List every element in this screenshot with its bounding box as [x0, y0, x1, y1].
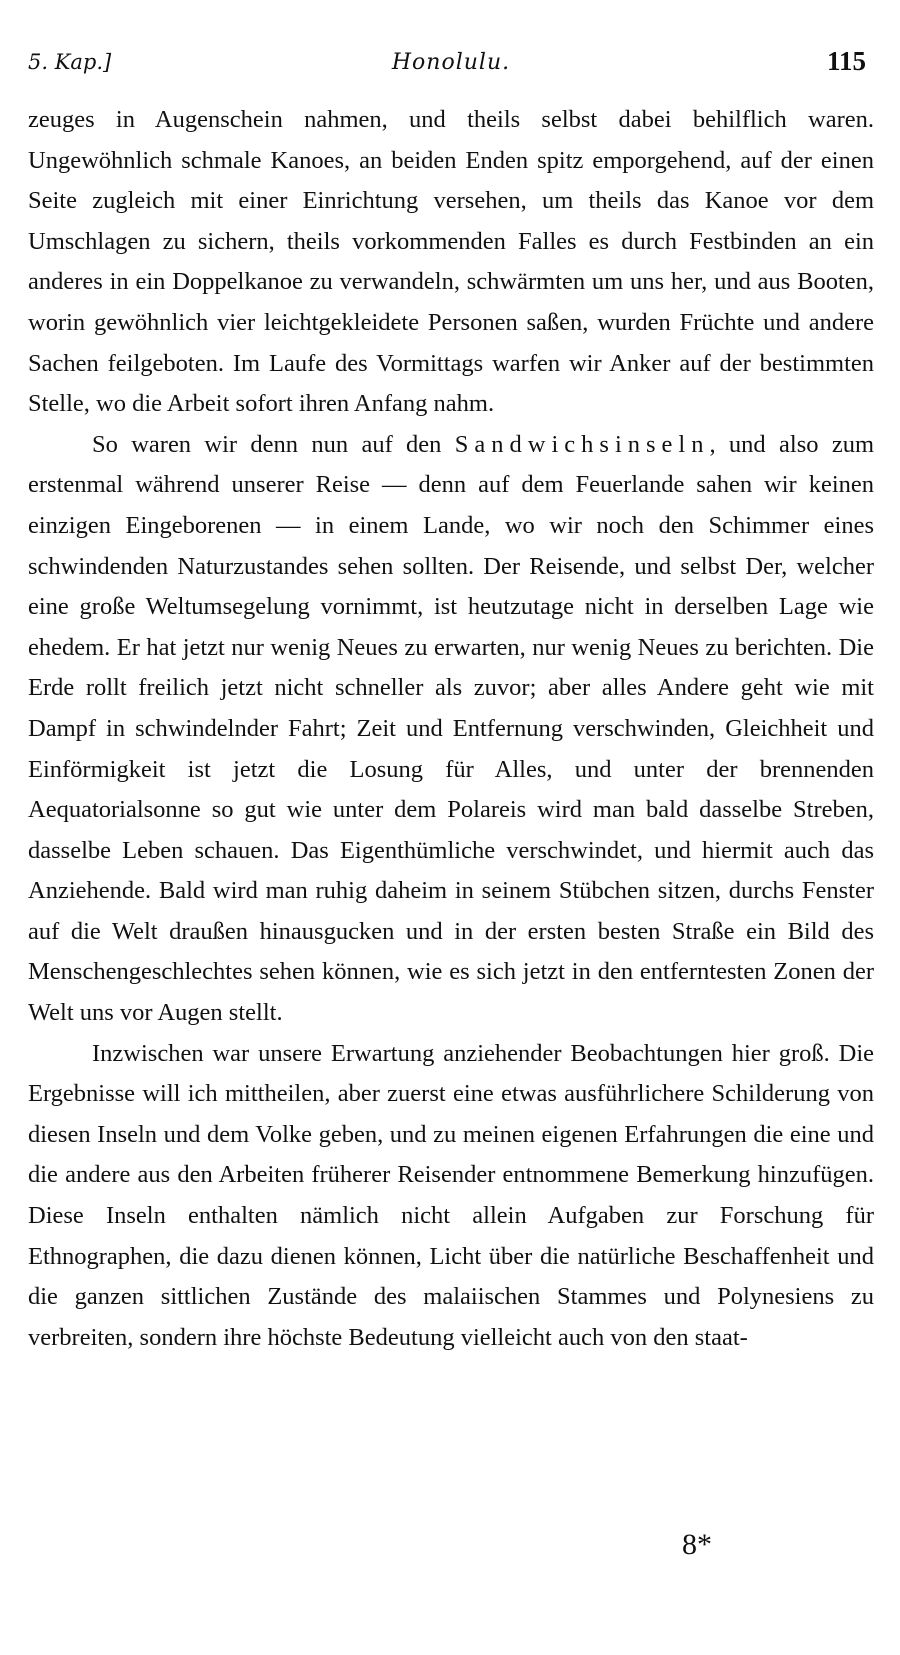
- paragraph-text: Inzwischen war unsere Erwartung anziehender Beobachtungen hier groß. Die Ergebnisse will ich mittheilen, aber zuerst eine etwas ausführlichere Schilderung von diesen Inseln und dem Volke geben, und zu meinen eigenen Erfahrungen die eine und die andere aus den Arbeiten früherer Reisender entnommene Bemerkung hinzufügen. Diese Inseln enthalten nämlich nicht allein Aufgaben zur Forschung für Ethnographen, die dazu dienen können, Licht über die natürliche Beschaffenheit und die ganzen sittlichen Zustände des malaiischen Stammes und Polynesiens zu verbreiten, sondern ihre höchste Bedeutung vielleicht auch von den staat-: [28, 1039, 874, 1351]
- body-text: [28, 100, 874, 1358]
- page-number: 115: [826, 46, 866, 76]
- paragraph-2: [28, 425, 874, 1034]
- signature-mark: 8*: [682, 1528, 712, 1561]
- running-header: [28, 40, 874, 86]
- paragraph-1: [28, 100, 874, 425]
- paragraph-text: , und also zum erstenmal während unserer Reise — denn auf dem Feuerlande sahen wir keinen einzigen Eingeborenen — in einem Lande, wo wir noch den Schimmer eines schwindenden Naturzustandes sehen sollten. Der Reisende, und selbst Der, welcher eine große Weltumsegelung vornimmt, ist heutzutage nicht in derselben Lage wie ehedem. Er hat jetzt nur wenig Neues zu erwarten, nur wenig Neues zu berichten. Die Erde rollt freilich jetzt nicht schneller als zuvor; aber alles Andere geht wie mit Dampf in schwindelnder Fahrt; Zeit und Entfernung verschwinden, Gleichheit und Einförmigkeit ist jetzt die Losung für Alles, und unter der brennenden Aequatorialsonne so gut wie unter dem Polareis wird man bald dasselbe Streben, dasselbe Leben schauen. Das Eigenthümliche verschwindet, und hiermit auch das Anziehende. Bald wird man ruhig daheim in seinem Stübchen sitzen, durchs Fenster auf die Welt draußen hinausgucken und in der ersten besten Straße ein Bild des Menschengeschlechtes sehen können, wie es sich jetzt in den entferntesten Zonen der Welt uns vor Augen stellt.: [28, 430, 874, 1027]
- emphasized-term: Sandwichsinseln: [454, 430, 710, 458]
- book-page: [28, 40, 874, 1358]
- running-title: Honolulu.: [391, 50, 511, 75]
- chapter-label: 5. Kap.]: [28, 50, 112, 74]
- paragraph-text: zeuges in Augenschein nahmen, und theils selbst dabei behilflich waren. Ungewöhnlich schmale Kanoes, an beiden Enden spitz emporgehend, auf der einen Seite zugleich mit einer Einrichtung versehen, um theils das Kanoe vor dem Umschlagen zu sichern, theils vorkommenden Falles es durch Festbinden an ein anderes in ein Doppelkanoe zu verwandeln, schwärmten um uns her, und aus Booten, worin gewöhnlich vier leichtgekleidete Personen saßen, wurden Früchte und andere Sachen feilgeboten. Im Laufe des Vormittags warfen wir Anker auf der bestimmten Stelle, wo die Arbeit sofort ihren Anfang nahm.: [28, 106, 874, 418]
- paragraph-text: So waren wir denn nun auf den: [92, 430, 455, 458]
- paragraph-3: [28, 1034, 874, 1359]
